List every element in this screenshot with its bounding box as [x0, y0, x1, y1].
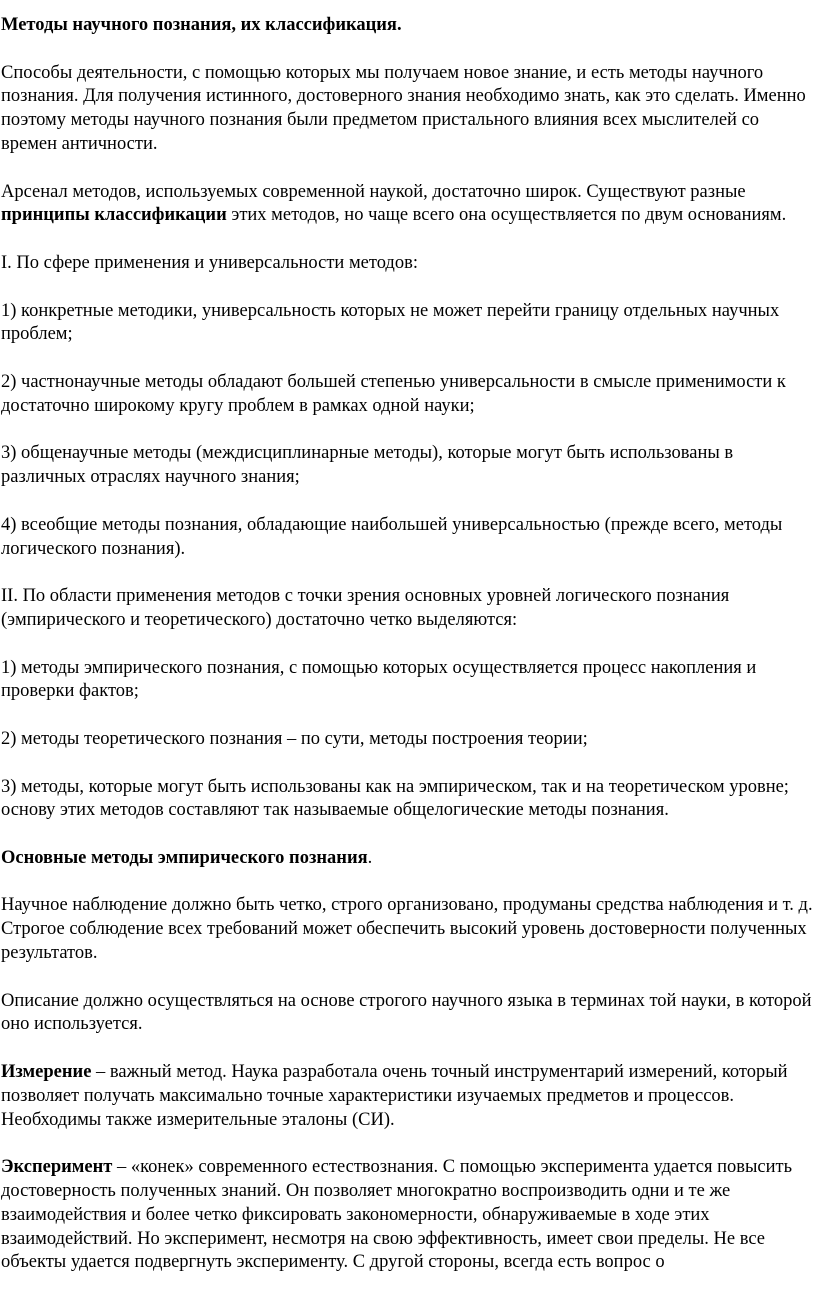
empirical-methods-heading: [1, 847, 815, 871]
experiment-paragraph: [1, 1156, 815, 1275]
intro-paragraph: Способы деятельности, с помощью которых мы получаем новое знание, и есть методы научного познания. Для получения истинного, достоверного знания необходимо знать, как это сделать. Именно поэтому методы научного познания были предметом пристального влияния всех мыслителей со времен античности.: [1, 62, 806, 154]
experiment-text: – «конек» современного естествознания. С помощью эксперимента удается повысить достоверность полученных знаний. Он позволяет многократно воспроизводить одни и те же взаимодействия и более четко фиксировать закономерности, обнаруживаемые в ходе этих взаимодействий. Но эксперимент, несмотря на свою эффективность, имеет свои пределы. Не все объекты удается подвергнуть эксперименту. С другой стороны, всегда есть вопрос о: [1, 1157, 793, 1273]
section-2-item: 1) методы эмпирического познания, с помощью которых осуществляется процесс накопления и проверки фактов;: [1, 657, 757, 702]
measurement-term: Измерение: [1, 1062, 92, 1083]
section-2-item: 2) методы теоретического познания – по сути, методы построения теории;: [1, 728, 588, 749]
document-title-text: Методы научного познания, их классификация.: [1, 15, 402, 35]
section-2-item: 3) методы, которые могут быть использованы как на эмпирическом, так и на теоретическом уровне; основу этих методов составляют так называемые общелогические методы познания.: [1, 776, 789, 821]
section-1-item: 2) частнонаучные методы обладают большей степенью универсальности в смысле применимости к достаточно широкому кругу проблем в рамках одной науки;: [1, 371, 786, 416]
classification-principles-term: принципы классификации: [1, 205, 227, 226]
section-1-heading: I. По сфере применения и универсальности методов:: [1, 252, 418, 273]
classification-paragraph: [1, 181, 815, 229]
empirical-methods-heading-text: Основные методы эмпирического познания: [1, 847, 368, 868]
experiment-term: Эксперимент: [1, 1157, 113, 1178]
document-title: [1, 14, 815, 38]
section-1-item: 4) всеобщие методы познания, обладающие наибольшей универсальностью (прежде всего, методы логического познания).: [1, 514, 783, 559]
section-1-item: 1) конкретные методики, универсальность которых не может перейти границу отдельных научных проблем;: [1, 300, 780, 345]
measurement-paragraph: [1, 1061, 815, 1132]
section-2-heading: II. По области применения методов с точки зрения основных уровней логического познания (эмпирического и теоретического) достаточно четко выделяются:: [1, 586, 730, 630]
section-1-item: 3) общенаучные методы (междисциплинарные методы), которые могут быть использованы в различных отраслях научного знания;: [1, 443, 734, 488]
empirical-methods-heading-tail: .: [367, 847, 373, 868]
document-page: [1, 14, 815, 1299]
measurement-text: – важный метод. Наука разработала очень точный инструментарий измерений, который позволяет получать максимально точные характеристики изучаемых предметов и процессов. Необходимы также измерительные эталоны (СИ).: [1, 1062, 788, 1130]
observation-paragraph: Научное наблюдение должно быть четко, строго организовано, продуманы средства наблюдения и т. д. Строгое соблюдение всех требований может обеспечить высокий уровень достоверности полученных результатов.: [1, 895, 813, 964]
description-paragraph: Описание должно осуществляться на основе строгого научного языка в терминах той науки, в которой оно используется.: [1, 990, 812, 1035]
classification-text-before: Арсенал методов, используемых современной наукой, достаточно широк. Существуют разные: [1, 181, 746, 202]
classification-text-after: этих методов, но чаще всего она осуществляется по двум основаниям.: [226, 205, 787, 226]
